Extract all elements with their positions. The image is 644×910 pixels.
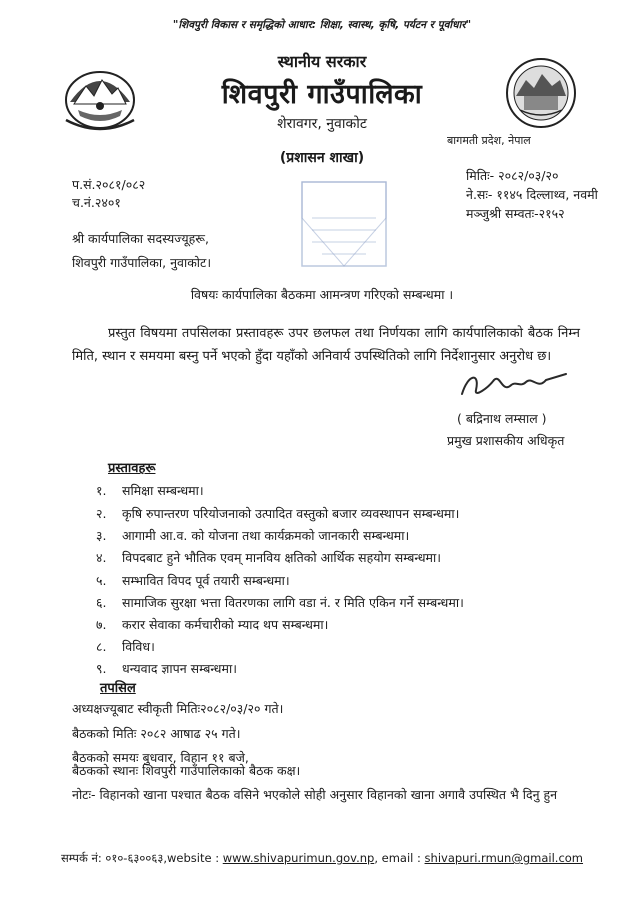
schedule-heading: तपसिल	[100, 681, 136, 696]
signer-name: ( बद्रिनाथ लम्साल )	[457, 411, 547, 426]
proposals-heading: प्रस्तावहरू	[108, 461, 156, 476]
meeting-time: बैठकको समयः बुधवार, विहान ११ बजे,	[72, 750, 249, 765]
list-item-number: ४.	[96, 550, 107, 565]
signer-title: प्रमुख प्रशासकीय अधिकृत	[447, 433, 565, 448]
meeting-place-and-note	[72, 760, 594, 808]
list-item-text: आगामी आ.व. को योजना तथा कार्यक्रमको जानकारी सम्बन्धमा।	[122, 528, 410, 543]
manjushree-date: मञ्जुश्री सम्वतः-२१५२	[466, 206, 565, 221]
list-item	[96, 527, 409, 544]
dispatch-number: च.नं.२४०१	[72, 195, 121, 210]
list-item-number: ९.	[96, 661, 107, 676]
website-link[interactable]: www.shivapurimun.gov.np	[222, 851, 375, 865]
list-item-text: विपदबाट हुने भौतिक एवम् मानविय क्षतिको आर्थिक सहयोग सम्बन्धमा।	[122, 550, 442, 565]
date: मितिः- २०८२/०३/२०	[466, 168, 559, 183]
list-item-number: ६.	[96, 595, 107, 610]
body-paragraph: प्रस्तुत विषयमा तपसिलका प्रस्तावहरू उपर छलफल तथा निर्णयका लागि कार्यपालिकाको बैठक निम्न मिति, स्थान र समयमा बस्नु पर्ने भएको हुँदा यहाँको अनिवार्य उपस्थितिको लागि निर्देशानुसार अनुरोध छ।	[72, 326, 580, 364]
subject-line: विषयः कार्यपालिका बैठकमा आमन्त्रण गरिएको सम्बन्धमा ।	[190, 287, 454, 302]
contact-footer	[0, 851, 644, 866]
list-item-number: ५.	[96, 573, 107, 588]
list-item-number: ८.	[96, 639, 107, 654]
list-item	[96, 505, 459, 522]
list-item-text: विविध।	[122, 639, 155, 654]
list-item	[96, 549, 441, 566]
email-link[interactable]: shivapuri.rmun@gmail.com	[424, 851, 584, 865]
motto: "शिवपुरी विकास र समृद्धिको आधार: शिक्षा, स्वास्थ, कृषि, पर्यटन र पूर्वाधार"	[172, 19, 472, 31]
list-item	[96, 572, 290, 589]
province-label: बागमती प्रदेश, नेपाल	[447, 134, 531, 147]
approval-date: अध्यक्षज्यूबाट स्वीकृती मितिः२०८२/०३/२० गते।	[72, 701, 284, 716]
list-item-number: ३.	[96, 528, 107, 543]
list-item	[96, 594, 464, 611]
recipient-line-1: श्री कार्यपालिका सदस्यज्यूहरू,	[72, 231, 209, 246]
list-item-number: ७.	[96, 617, 107, 632]
government-label: स्थानीय सरकार	[277, 52, 367, 71]
list-item-text: समिक्षा सम्बन्धमा।	[122, 483, 204, 498]
municipality-name: शिवपुरी गाउँपालिका	[221, 79, 423, 110]
list-item	[96, 482, 204, 499]
list-item-text: सम्भावित विपद पूर्व तयारी सम्बन्धमा।	[122, 573, 290, 588]
website-label: website :	[166, 851, 223, 865]
recipient-line-2: शिवपुरी गाउँपालिका, नुवाकोट।	[72, 255, 212, 270]
list-item-text: सामाजिक सुरक्षा भत्ता वितरणका लागि वडा नं. र मिति एकिन गर्ने सम्बन्धमा।	[122, 595, 464, 610]
letter-number: प.सं.२०८१/०८२	[72, 177, 146, 192]
list-item	[96, 638, 155, 655]
municipality-address: शेरावगर, नुवाकोट	[277, 116, 367, 132]
list-item	[96, 660, 237, 677]
municipality-logo-icon	[502, 56, 580, 130]
section-label: (प्रशासन शाखा)	[279, 150, 365, 166]
list-item	[96, 616, 328, 633]
list-item-text: करार सेवाका कर्मचारीको म्याद थप सम्बन्धमा।	[122, 617, 329, 632]
contact-phone: सम्पर्क नं: ०१०-६३००६३,	[60, 851, 167, 865]
list-item-number: २.	[96, 506, 107, 521]
list-item-text: धन्यवाद ज्ञापन सम्बन्धमा।	[122, 661, 237, 676]
note-text: नोटः- विहानको खाना पश्चात बैठक वसिने भएकोले सोही अनुसार विहानको खाना अगावै उपस्थित भै दिनु हुन	[72, 787, 558, 802]
signature-icon	[454, 366, 574, 406]
email-label: , email :	[374, 851, 425, 865]
office-stamp-icon	[298, 178, 390, 270]
list-item-text: कृषि रुपान्तरण परियोजनाको उत्पादित वस्तुको बजार व्यवस्थापन सम्बन्धमा।	[122, 506, 460, 521]
list-item-number: १.	[96, 483, 107, 498]
nepal-sambat-date: ने.सः- ११४५ दिल्लाथ्व, नवमी	[466, 187, 598, 202]
meeting-date: बैठकको मितिः २०८२ आषाढ २५ गते।	[72, 726, 241, 741]
meeting-place: बैठकको स्थानः शिवपुरी गाउँपालिकाको बैठक कक्ष।	[72, 763, 301, 778]
